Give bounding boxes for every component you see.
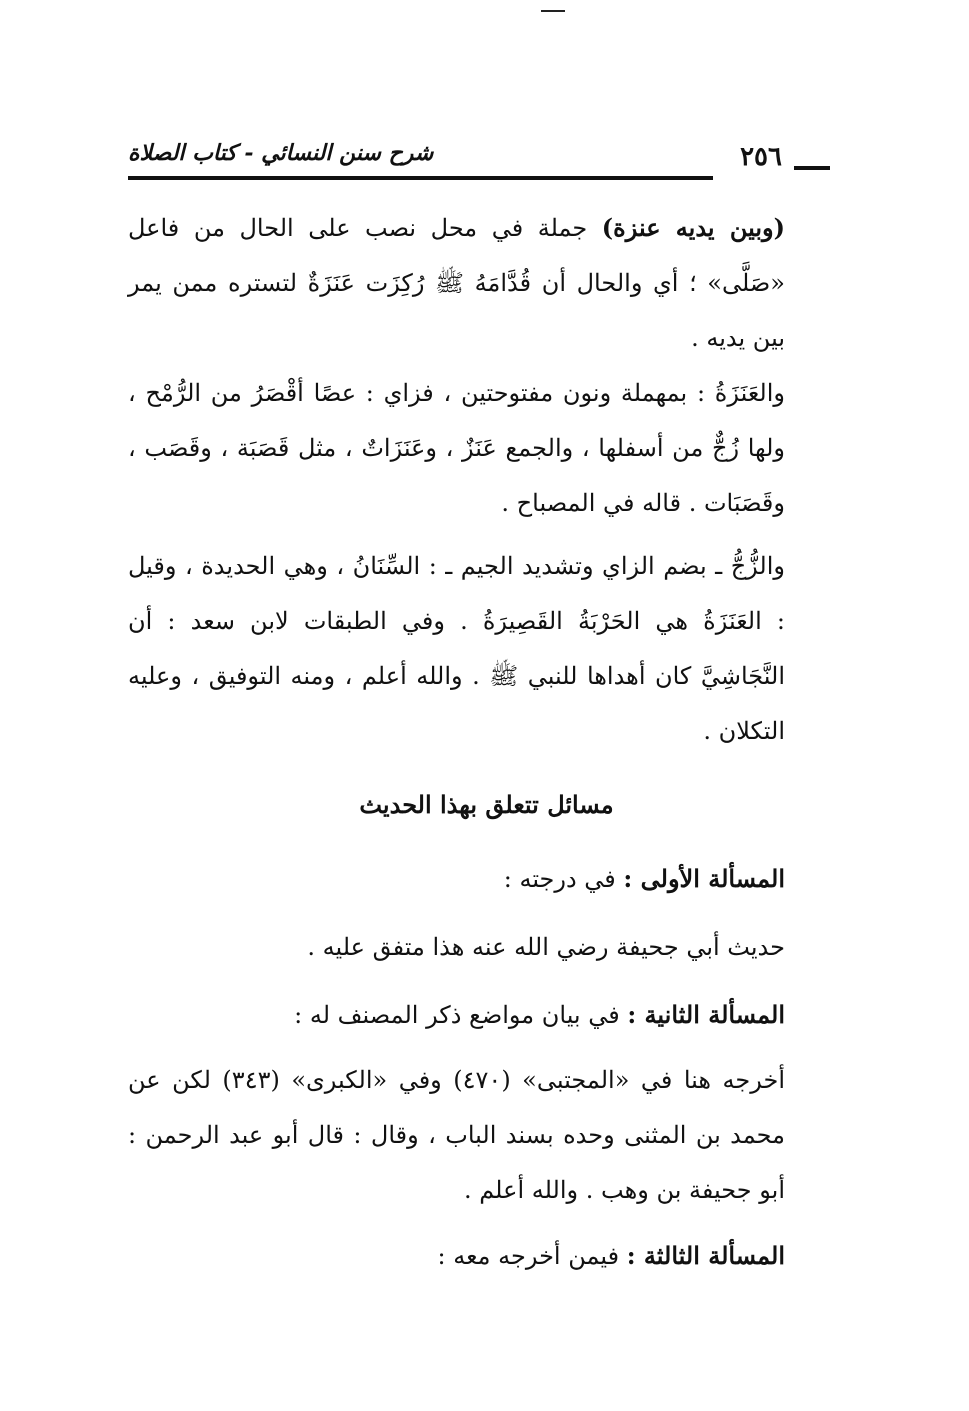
question-2-label: المسألة الثانية : [627, 1000, 785, 1029]
question-3 [128, 1226, 785, 1286]
quoted-phrase: (وبين يديه عنزة) [601, 213, 786, 242]
section-heading: مسائل تتعلق بهذا الحديث [359, 790, 614, 819]
question-3-title: فيمن أخرجه معه : [437, 1242, 627, 1270]
paragraph-3: والزُّجُّ ـ بضم الزاي وتشديد الجيم ـ : السِّنَانُ ، وهي الحديدة ، وقيل : العَنَزَةُ هي الحَرْبَةُ القَصِيرَةُ . وفي الطبقات لابن سعد : أن النَّجَاشِيَّ كان أهداها للنبي ﷺ . والله أعلم ، ومنه التوفيق ، وعليه التكلان . [128, 552, 785, 745]
question-3-label: المسألة الثالثة : [626, 1241, 785, 1270]
question-1-label: المسألة الأولى : [623, 864, 785, 893]
page-number: ٢٥٦ [740, 142, 782, 172]
running-title: شرح سنن النسائي - كتاب الصلاة [128, 140, 434, 166]
question-1-title: في درجته : [503, 865, 624, 893]
question-2-answer: أخرجه هنا في «المجتبى» (٤٧٠) وفي «الكبرى» (٣٤٣) لكن عن محمد بن المثنى وحده بسند الباب ، وقال : قال أبو عبد الرحمن : أبو جحيفة بن وهب . والله أعلم . [128, 1066, 786, 1204]
page-number-dash [794, 166, 830, 170]
top-margin-dash [541, 10, 565, 12]
question-1 [128, 849, 785, 909]
paragraph-1 [128, 200, 785, 366]
header-rule [128, 176, 713, 180]
question-1-answer: حديث أبي جحيفة رضي الله عنه هذا متفق عليه . [307, 933, 785, 961]
paragraph-2: والعَنَزَةُ : بمهملة ونون مفتوحتين ، فزاي : عصًا أقْصَرُ من الرُّمْح ، ولها زُجٌّ من أسفلها ، والجمع عَنَزٌ ، وعَنَزَاتٌ ، مثل قَصَبَة ، وقَصَب ، وقَصَبَات . قاله في المصباح . [128, 379, 785, 517]
page-content [128, 200, 785, 1294]
paragraph-1-text: جملة في محل نصب على الحال من فاعل «صَلَّى» ؛ أي والحال أن قُدَّامَهُ ﷺ رُكِزَت عَنَزَةٌ لتستره ممن يمر بين يديه . [128, 214, 785, 352]
question-2-title: في بيان مواضع ذكر المصنف له : [294, 1001, 628, 1029]
question-2 [128, 985, 785, 1045]
